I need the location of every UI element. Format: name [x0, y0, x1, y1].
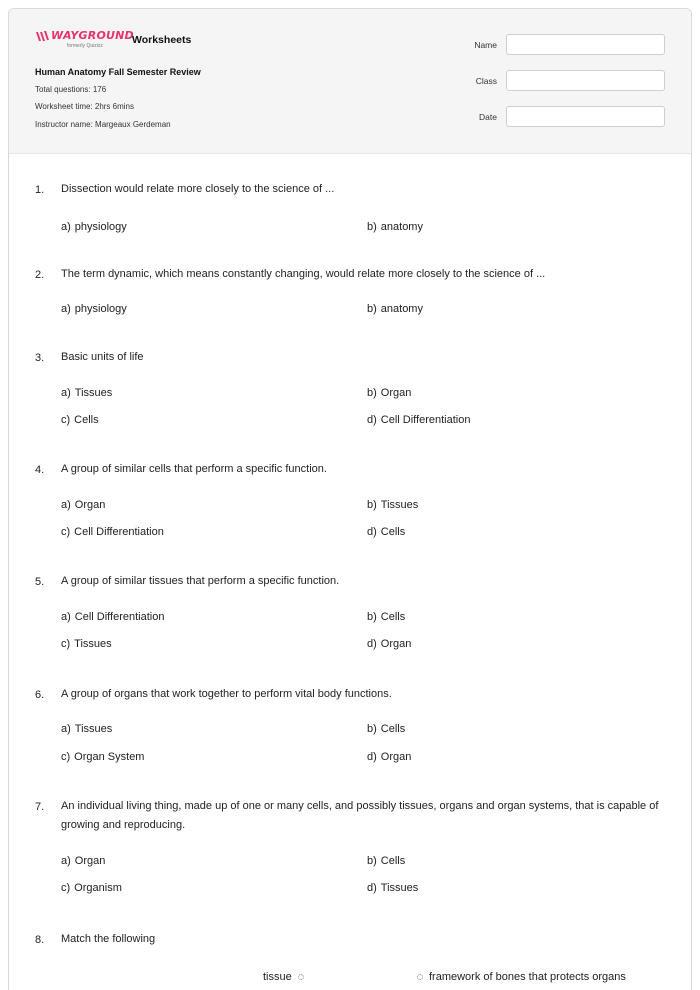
question-text: Dissection would relate more closely to the science of ... [61, 183, 335, 195]
instructor-name: Instructor name: Margeaux Gerdeman [35, 120, 171, 129]
option[interactable]: b) anatomy [367, 221, 423, 233]
match-anchor-icon[interactable] [417, 974, 423, 980]
logo-wordmark: WAYGROUND [51, 29, 134, 42]
name-label: Name [474, 40, 497, 50]
option[interactable]: c) Cells [61, 414, 99, 426]
question-text: Match the following [61, 933, 156, 945]
worksheet-title: Human Anatomy Fall Semester Review [35, 67, 201, 77]
option[interactable]: a) Tissues [61, 723, 113, 735]
worksheet-time: Worksheet time: 2hrs 6mins [35, 102, 134, 111]
option[interactable]: b) Cells [367, 723, 406, 735]
question-number: 5. [35, 576, 45, 588]
option[interactable]: a) Tissues [61, 387, 113, 399]
question-number: 6. [35, 689, 45, 701]
question-text: A group of similar tissues that perform a specific function. [61, 575, 340, 587]
question-number: 4. [35, 464, 45, 476]
option[interactable]: d) Organ [367, 638, 412, 650]
option[interactable]: d) Organ [367, 751, 412, 763]
option[interactable]: b) Cells [367, 611, 406, 623]
logo-subtitle: formerly Quizizz [67, 43, 103, 49]
question-number: 1. [35, 184, 45, 196]
date-field[interactable] [506, 106, 665, 127]
option[interactable]: d) Cell Differentiation [367, 414, 471, 426]
option[interactable]: d) Cells [367, 526, 406, 538]
option[interactable]: c) Organism [61, 882, 122, 894]
total-questions: Total questions: 176 [35, 85, 107, 94]
name-field[interactable] [506, 34, 665, 55]
option[interactable]: b) Cells [367, 855, 406, 867]
question-number: 8. [35, 934, 45, 946]
option[interactable]: a) Organ [61, 855, 106, 867]
option[interactable]: a) physiology [61, 221, 127, 233]
option[interactable]: b) anatomy [367, 303, 423, 315]
logo-icon [35, 29, 49, 43]
option[interactable]: d) Tissues [367, 882, 419, 894]
option[interactable]: c) Cell Differentiation [61, 526, 164, 538]
option[interactable]: b) Tissues [367, 499, 419, 511]
option[interactable]: a) physiology [61, 303, 127, 315]
question-text: The term dynamic, which means constantly changing, would relate more closely to the science of ... [61, 268, 546, 280]
question-number: 3. [35, 352, 45, 364]
question-text: Basic units of life [61, 351, 144, 363]
match-left-item[interactable]: tissue [263, 971, 310, 983]
option[interactable]: a) Organ [61, 499, 106, 511]
product-name: Worksheets [132, 34, 192, 46]
option[interactable]: c) Tissues [61, 638, 112, 650]
question-text: An individual living thing, made up of one or many cells, and possibly tissues, organs and organ systems, that is capable of growing and reproducing. [61, 800, 659, 831]
option[interactable]: b) Organ [367, 387, 412, 399]
question-number: 7. [35, 801, 45, 813]
date-label: Date [479, 112, 497, 122]
question-text: A group of similar cells that perform a specific function. [61, 463, 327, 475]
match-right-item[interactable]: framework of bones that protects organs [411, 971, 626, 983]
class-label: Class [475, 76, 497, 86]
match-anchor-icon[interactable] [298, 974, 304, 980]
option[interactable]: a) Cell Differentiation [61, 611, 165, 623]
class-field[interactable] [506, 70, 665, 91]
question-text: A group of organs that work together to perform vital body functions. [61, 688, 392, 700]
worksheet [8, 8, 692, 990]
question-number: 2. [35, 269, 45, 281]
option[interactable]: c) Organ System [61, 751, 145, 763]
worksheet-header [9, 9, 691, 154]
